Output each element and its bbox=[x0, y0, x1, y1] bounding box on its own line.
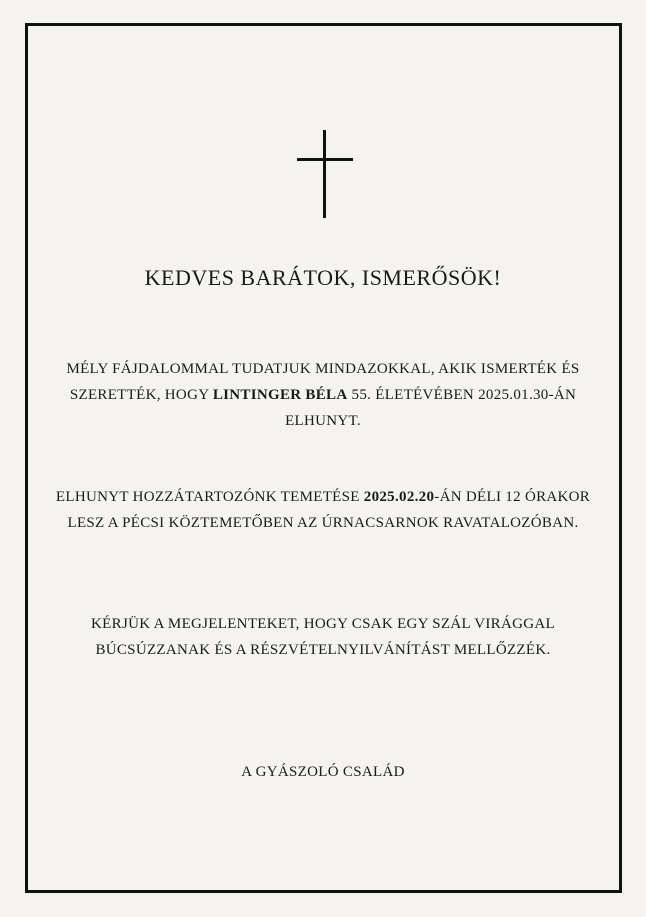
funeral-details-paragraph bbox=[40, 484, 606, 536]
funeral-date: 2025.02.20 bbox=[363, 489, 435, 505]
announcement-text-after: 55. ÉLETÉVÉBEN 2025.01.30-ÁN ELHUNYT. bbox=[285, 387, 577, 429]
announcement-text-before: MÉLY FÁJDALOMMAL TUDATJUK MINDAZOKKAL, AKIK ISMERTÉK ÉS SZERETTÉK, HOGY bbox=[66, 361, 580, 403]
funeral-text-before: ELHUNYT HOZZÁTARTOZÓNK TEMETÉSE bbox=[55, 489, 364, 505]
greeting-heading: KEDVES BARÁTOK, ISMERŐSÖK! bbox=[144, 265, 502, 290]
family-signature: A GYÁSZOLÓ CSALÁD bbox=[241, 764, 405, 780]
latin-cross-icon bbox=[297, 130, 353, 218]
death-announcement-paragraph bbox=[40, 356, 606, 434]
cross-vertical-bar bbox=[323, 130, 326, 218]
cross-horizontal-bar bbox=[297, 158, 353, 161]
deceased-name: LINTINGER BÉLA bbox=[212, 387, 348, 403]
funeral-text-after: -ÁN DÉLI 12 ÓRAKOR LESZ A PÉCSI KÖZTEMETŐBEN AZ ÚRNACSARNOK RAVATALOZÓBAN. bbox=[67, 489, 591, 531]
request-paragraph: KÉRJÜK A MEGJELENTEKET, HOGY CSAK EGY SZÁL VIRÁGGAL BÚCSÚZZANAK ÉS A RÉSZVÉTELNYILVÁNÍTÁST MELLŐZZÉK. bbox=[91, 616, 555, 658]
